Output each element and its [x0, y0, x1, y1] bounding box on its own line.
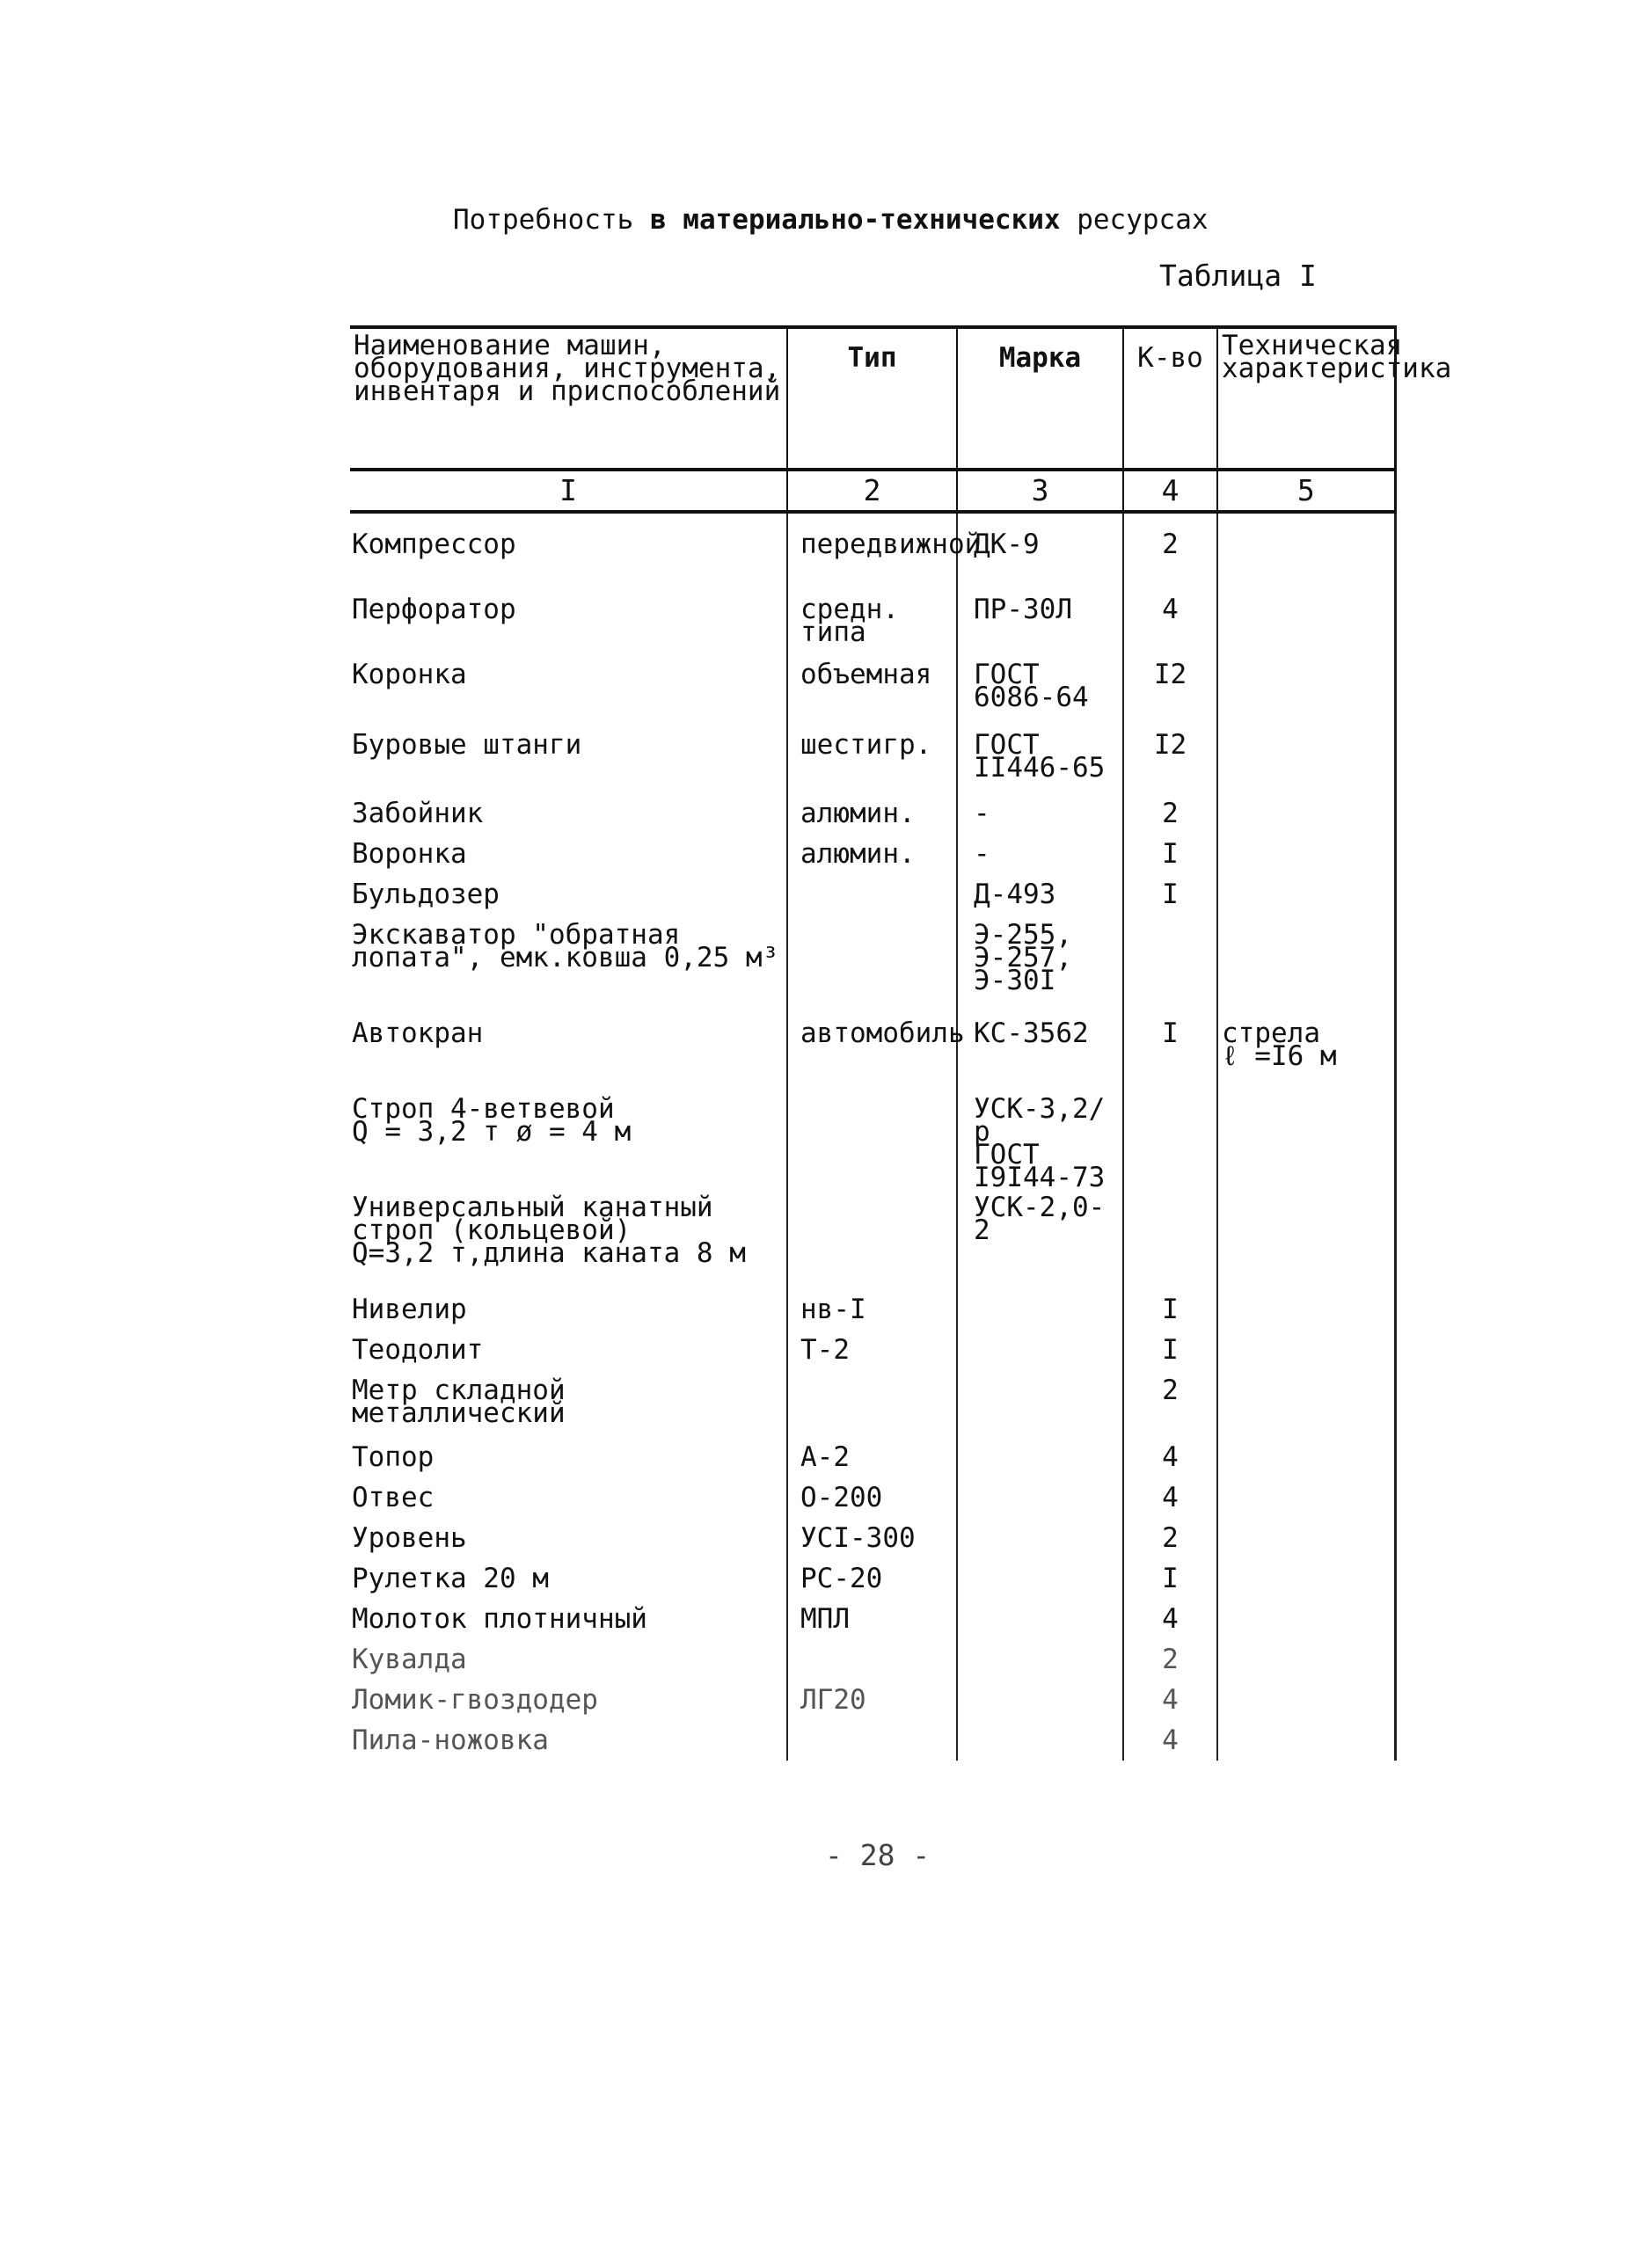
item-spec-cell [1217, 594, 1395, 660]
item-model-cell [957, 1564, 1123, 1604]
header-spec: Техническая характеристика [1217, 327, 1395, 470]
item-name-cell: Уровень [350, 1523, 787, 1564]
table-row [350, 879, 1395, 920]
item-type-cell [787, 1192, 957, 1294]
item-name-cell: Забойник [350, 799, 787, 839]
item-spec-cell [1217, 879, 1395, 920]
item-spec-cell [1217, 920, 1395, 1018]
column-number: I [350, 470, 787, 512]
item-qty-cell [1123, 1094, 1217, 1192]
table-row [350, 1523, 1395, 1564]
item-type-cell: нв-I [787, 1294, 957, 1335]
item-qty-cell: I2 [1123, 660, 1217, 730]
item-name-cell: Рулетка 20 м [350, 1564, 787, 1604]
item-model-cell [957, 1685, 1123, 1725]
item-type-cell: шестигр. [787, 730, 957, 799]
item-qty-cell: 4 [1123, 1442, 1217, 1483]
item-name-cell: Молоток плотничный [350, 1604, 787, 1644]
table-row [350, 1644, 1395, 1685]
table-row [350, 660, 1395, 730]
item-model-cell: КС-3562 [957, 1018, 1123, 1094]
header-qty: К-во [1123, 327, 1217, 470]
column-number: 2 [787, 470, 957, 512]
item-type-cell [787, 1725, 957, 1761]
column-number-row [350, 470, 1395, 512]
item-model-cell [957, 1335, 1123, 1375]
item-qty-cell: 4 [1123, 1685, 1217, 1725]
table-row [350, 1018, 1395, 1094]
item-model-cell: ГОСТ 6086-64 [957, 660, 1123, 730]
item-spec-cell [1217, 1192, 1395, 1294]
item-model-cell [957, 1644, 1123, 1685]
resources-table-container [350, 325, 1452, 1761]
resources-table [350, 325, 1452, 1761]
item-qty-cell: I [1123, 839, 1217, 879]
item-type-cell [787, 879, 957, 920]
item-model-cell [957, 1442, 1123, 1483]
item-model-cell: Э-255, Э-257, Э-30I [957, 920, 1123, 1018]
item-qty-cell: I [1123, 1018, 1217, 1094]
item-spec-cell [1217, 1094, 1395, 1192]
item-spec-cell [1217, 1523, 1395, 1564]
table-row [350, 730, 1395, 799]
item-model-cell [957, 1483, 1123, 1523]
item-qty-cell: 4 [1123, 1725, 1217, 1761]
item-model-cell: ДК-9 [957, 529, 1123, 594]
item-model-cell: - [957, 799, 1123, 839]
table-row [350, 1604, 1395, 1644]
item-name-cell: Кувалда [350, 1644, 787, 1685]
item-spec-cell [1217, 529, 1395, 594]
document-title [453, 204, 1209, 236]
item-qty-cell: I [1123, 1294, 1217, 1335]
item-spec-cell [1217, 1685, 1395, 1725]
item-type-cell: О-200 [787, 1483, 957, 1523]
table-row [350, 1335, 1395, 1375]
item-qty-cell: 2 [1123, 1375, 1217, 1442]
table-row [350, 1685, 1395, 1725]
item-type-cell: А-2 [787, 1442, 957, 1483]
item-qty-cell [1123, 1192, 1217, 1294]
item-name-cell: Теодолит [350, 1335, 787, 1375]
title-part-3: ресурсах [1060, 204, 1209, 236]
table-row [350, 1725, 1395, 1761]
table-spacer-row [350, 512, 1395, 529]
table-row [350, 1375, 1395, 1442]
item-name-cell: Бульдозер [350, 879, 787, 920]
item-qty-cell [1123, 920, 1217, 1018]
column-number: 3 [957, 470, 1123, 512]
item-spec-cell [1217, 1483, 1395, 1523]
item-type-cell: Т-2 [787, 1335, 957, 1375]
item-qty-cell: I [1123, 879, 1217, 920]
item-type-cell: РС-20 [787, 1564, 957, 1604]
item-model-cell: ГОСТ II446-65 [957, 730, 1123, 799]
item-type-cell [787, 1375, 957, 1442]
header-type: Тип [787, 327, 957, 470]
item-type-cell [787, 920, 957, 1018]
item-name-cell: Перфоратор [350, 594, 787, 660]
item-spec-cell [1217, 730, 1395, 799]
item-name-cell: Строп 4-ветвевой Q = 3,2 т ø = 4 м [350, 1094, 787, 1192]
title-part-2: в материально-технических [649, 204, 1061, 236]
item-model-cell [957, 1725, 1123, 1761]
table-row [350, 529, 1395, 594]
item-spec-cell [1217, 1335, 1395, 1375]
page-number: - 28 - [825, 1838, 931, 1872]
table-row [350, 594, 1395, 660]
table-row [350, 1483, 1395, 1523]
item-qty-cell: 4 [1123, 1483, 1217, 1523]
title-part-1: Потребность [453, 204, 650, 236]
item-name-cell: Пила-ножовка [350, 1725, 787, 1761]
item-spec-cell: стрела ℓ =I6 м [1217, 1018, 1395, 1094]
item-spec-cell [1217, 660, 1395, 730]
table-label: Таблица I [1159, 259, 1317, 293]
item-type-cell [787, 1644, 957, 1685]
item-model-cell [957, 1375, 1123, 1442]
item-spec-cell [1217, 839, 1395, 879]
table-body [350, 512, 1395, 1761]
item-name-cell: Нивелир [350, 1294, 787, 1335]
item-qty-cell: I [1123, 1335, 1217, 1375]
item-spec-cell [1217, 1375, 1395, 1442]
item-model-cell: УСК-3,2/р ГОСТ I9I44-73 [957, 1094, 1123, 1192]
item-type-cell: средн. типа [787, 594, 957, 660]
item-spec-cell [1217, 1644, 1395, 1685]
item-name-cell: Компрессор [350, 529, 787, 594]
item-type-cell: алюмин. [787, 799, 957, 839]
item-spec-cell [1217, 799, 1395, 839]
item-spec-cell [1217, 1725, 1395, 1761]
item-spec-cell [1217, 1604, 1395, 1644]
item-model-cell [957, 1523, 1123, 1564]
item-name-cell: Метр складной металлический [350, 1375, 787, 1442]
item-qty-cell: 2 [1123, 1523, 1217, 1564]
item-type-cell: объемная [787, 660, 957, 730]
table-row [350, 1094, 1395, 1192]
item-type-cell: автомобиль [787, 1018, 957, 1094]
table-row [350, 1192, 1395, 1294]
item-model-cell [957, 1604, 1123, 1644]
item-name-cell: Буровые штанги [350, 730, 787, 799]
item-type-cell: алюмин. [787, 839, 957, 879]
item-qty-cell: 4 [1123, 594, 1217, 660]
item-qty-cell: 2 [1123, 1644, 1217, 1685]
item-model-cell: - [957, 839, 1123, 879]
item-qty-cell: 2 [1123, 529, 1217, 594]
item-model-cell: ПР-30Л [957, 594, 1123, 660]
item-name-cell: Коронка [350, 660, 787, 730]
item-type-cell: передвижной [787, 529, 957, 594]
item-type-cell: УСI-300 [787, 1523, 957, 1564]
header-name: Наименование машин, оборудования, инструмента, инвентаря и приспособлений [350, 327, 787, 470]
item-name-cell: Автокран [350, 1018, 787, 1094]
item-qty-cell: 2 [1123, 799, 1217, 839]
item-name-cell: Экскаватор "обратная лопата", емк.ковша 0,25 м³ [350, 920, 787, 1018]
item-type-cell: ЛГ20 [787, 1685, 957, 1725]
table-row [350, 1442, 1395, 1483]
item-spec-cell [1217, 1564, 1395, 1604]
table-row [350, 1564, 1395, 1604]
item-spec-cell [1217, 1294, 1395, 1335]
item-qty-cell: 4 [1123, 1604, 1217, 1644]
item-model-cell: УСК-2,0-2 [957, 1192, 1123, 1294]
item-qty-cell: I [1123, 1564, 1217, 1604]
column-number: 5 [1217, 470, 1395, 512]
table-row [350, 839, 1395, 879]
item-type-cell: МПЛ [787, 1604, 957, 1644]
table-row [350, 799, 1395, 839]
table-row [350, 920, 1395, 1018]
item-name-cell: Ломик-гвоздодер [350, 1685, 787, 1725]
item-spec-cell [1217, 1442, 1395, 1483]
item-name-cell: Топор [350, 1442, 787, 1483]
table-row [350, 1294, 1395, 1335]
item-model-cell [957, 1294, 1123, 1335]
table-header [350, 327, 1452, 512]
header-model: Марка [957, 327, 1123, 470]
item-name-cell: Отвес [350, 1483, 787, 1523]
item-type-cell [787, 1094, 957, 1192]
item-name-cell: Воронка [350, 839, 787, 879]
item-name-cell: Универсальный канатный строп (кольцевой) Q=3,2 т,длина каната 8 м [350, 1192, 787, 1294]
column-number: 4 [1123, 470, 1217, 512]
item-model-cell: Д-493 [957, 879, 1123, 920]
item-qty-cell: I2 [1123, 730, 1217, 799]
